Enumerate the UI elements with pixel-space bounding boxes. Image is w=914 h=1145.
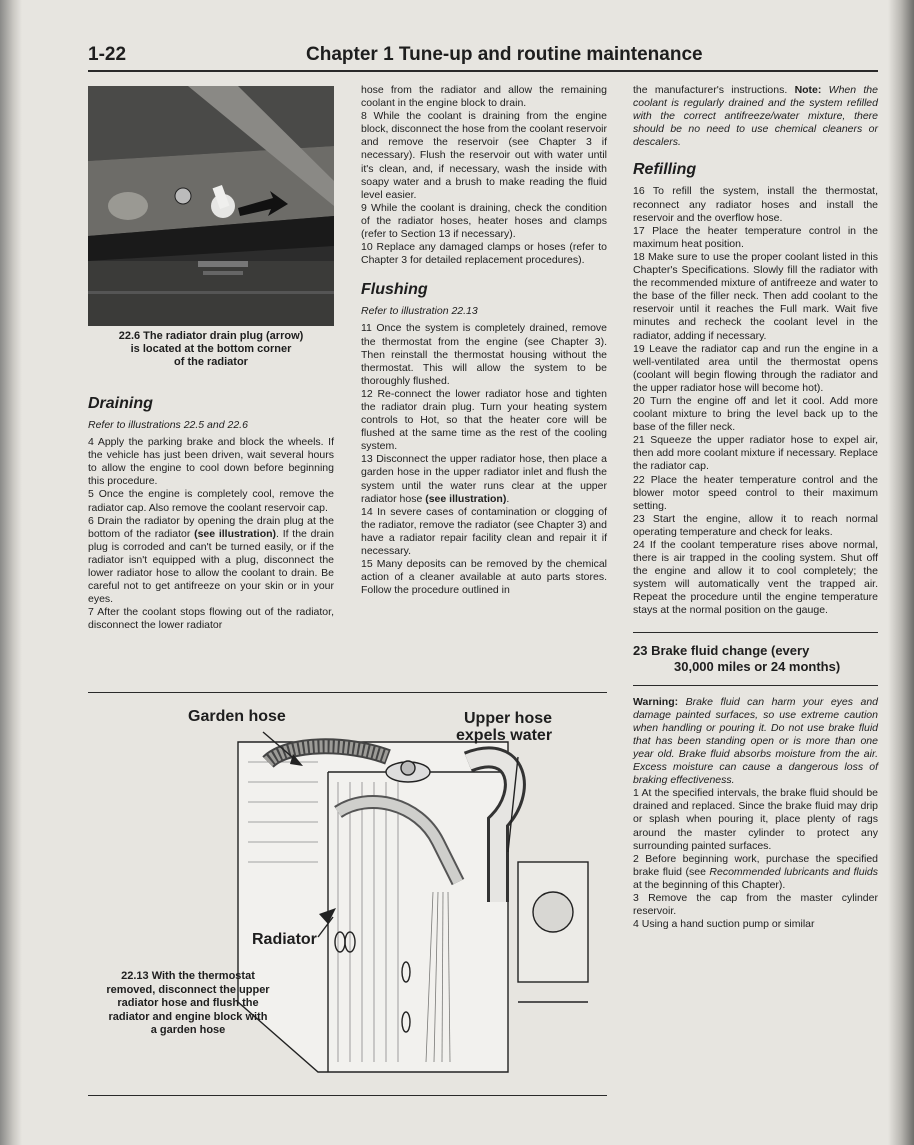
text-span: . If the drain plug is corroded and can't be turned easily, or if the radiator isn't equipped with a plug, disconnect the lower radiator hose to allow the coolant to drain. Be careful not to get antifreeze on your skin or in your eyes.	[88, 527, 334, 606]
label-upper-hose: Upper hose	[464, 710, 553, 727]
header-rule	[88, 70, 878, 72]
note-label: Note:	[794, 84, 822, 96]
chapter-title: Chapter 1 Tune-up and routine maintenance	[306, 44, 703, 65]
step-paragraph: 4 Using a hand suction pump or similar	[633, 918, 815, 931]
text-span: 13 Disconnect the upper radiator hose, then place a garden hose in the upper radiator inlet and flush the system until the water runs clear at the upper radiator hose	[361, 453, 607, 505]
caption-line: 22.13 With the thermostat	[121, 970, 255, 982]
book-spine-shadow	[0, 0, 22, 1145]
step-paragraph	[88, 515, 334, 607]
page-edge-shadow	[888, 0, 914, 1145]
step-paragraph: 16 To refill the system, install the thermostat, reconnect any radiator hoses and install the reservoir and the overflow hose.	[633, 185, 878, 224]
figure-rule-top	[88, 692, 607, 693]
figure-caption-22-6	[88, 330, 334, 369]
illustration-link: (see illustration)	[194, 527, 277, 540]
step-paragraph	[633, 853, 878, 892]
step-paragraph: 23 Start the engine, allow it to reach normal operating temperature and check for leaks.	[633, 512, 878, 538]
page-number: 1-22	[88, 44, 127, 65]
caption-line: of the radiator	[174, 356, 248, 368]
caption-line: radiator and engine block with	[108, 1010, 268, 1023]
step-paragraph: 21 Squeeze the upper radiator hose to expel air, then add more coolant mixture if necessary. Replace the radiator cap.	[633, 434, 878, 473]
continued-paragraph	[633, 84, 878, 149]
caption-line: radiator hose and flush the	[117, 997, 259, 1009]
section-heading-brake-fluid	[633, 643, 878, 675]
illustration-reference: Refer to illustrations 22.5 and 22.6	[88, 419, 248, 431]
step-paragraph: 10 Replace any damaged clamps or hoses (refer to Chapter 3 for detailed replacement procedures).	[361, 241, 607, 267]
text-span: the manufacturer's instructions.	[633, 84, 795, 96]
warning-text: Brake fluid can harm your eyes and damage painted surfaces, so use extreme caution when handling or pouring it. Do not use brake fluid that has been standing open or is more than one year old. Brake fluid absorbs moisture from the air. Excess moisture can cause a dangerous loss of braking effectiveness.	[633, 695, 878, 787]
step-paragraph: 17 Place the heater temperature control in the maximum heat position.	[633, 224, 878, 250]
step-paragraph: 3 Remove the cap from the master cylinder reservoir.	[633, 891, 878, 918]
text-span: at the beginning of this Chapter).	[633, 878, 786, 891]
text-span: .	[506, 492, 510, 505]
text-span: 2 Before beginning work, purchase the specified brake fluid (see	[633, 852, 878, 878]
warning-label: Warning:	[633, 695, 679, 708]
step-paragraph: 15 Many deposits can be removed by the chemical action of a cleaner available at auto parts stores. Follow the procedure outlined in	[361, 558, 607, 597]
step-paragraph: 12 Re-connect the lower radiator hose and tighten the radiator drain plug. Turn your heating system controls to Hot, so that the heater core will be flushed at the same time as the rest of the cooling system.	[361, 387, 607, 453]
step-paragraph: 8 While the coolant is draining from the engine block, disconnect the hose from the coolant reservoir and remove the reservoir (see Chapter 3 if necessary). Flush the reservoir out with water until it's clean, and, if necessary, wash the inside with soapy water and a brush to make reading the fluid level easier.	[361, 110, 607, 201]
text-span: 6 Drain the radiator by opening the drain plug at the bottom of the radiator	[88, 514, 334, 540]
section-heading-line: 23 Brake fluid change (every	[633, 642, 810, 658]
caption-line: 22.6 The radiator drain plug (arrow)	[118, 330, 304, 342]
warning-paragraph	[633, 696, 878, 788]
illustration-link: (see illustration)	[425, 492, 507, 505]
step-paragraph: 11 Once the system is completely drained, remove the thermostat from the engine (see Chapter 3). Then reinstall the thermostat housing without the thermostat. This will allow the system to be thoroughly flushed.	[361, 322, 607, 387]
section-heading-line: 30,000 miles or 24 months)	[674, 658, 841, 674]
caption-line: is located at the bottom corner	[130, 343, 292, 355]
step-paragraph: 20 Turn the engine off and let it cool. Add more coolant mixture to bring the level back up to the base of the filler neck.	[633, 394, 878, 434]
caption-line: removed, disconnect the upper	[106, 983, 270, 996]
step-paragraph: 5 Once the engine is completely cool, remove the radiator cap. Also remove the coolant reservoir cap.	[88, 488, 334, 514]
label-upper-hose-expels: expels water	[456, 727, 553, 744]
step-paragraph: 24 If the coolant temperature rises above normal, there is air trapped in the cooling system. Shut off the engine and allow it to cool completely; the system will automatically vent the trapped air. Repeat the procedure until the engine temperature stays at the normal position on the gauge.	[633, 539, 878, 617]
step-paragraph: 22 Place the heater temperature control and the blower motor speed control to their maximum setting.	[633, 473, 878, 512]
section-heading-draining: Draining	[88, 395, 153, 412]
step-paragraph: 18 Make sure to use the proper coolant listed in this Chapter's Specifications. Slowly fill the radiator with the recommended mixture of antifreeze and water to the base of the filler neck. Then add coolant to the reservoir until it reaches the Full mark. Wait five minutes and recheck the coolant level in the radiator, adding if necessary.	[633, 250, 878, 342]
step-paragraph: 19 Leave the radiator cap and run the engine in a well-ventilated area until the thermostat opens (coolant will begin flowing through the radiator and the upper radiator hose will become hot).	[633, 342, 878, 394]
note-text: When the coolant is regularly drained and the system refilled with the correct antifreeze/water mixture, there should be no need to use chemical cleaners or descalers.	[633, 84, 878, 149]
reference-title: Recommended lubricants and fluids	[709, 865, 878, 878]
step-paragraph: 1 At the specified intervals, the brake fluid should be drained and replaced. Since the brake fluid may drip or splash when pouring it, place plenty of rags around the master cylinder to protect any surrounding painted surfaces.	[633, 787, 878, 852]
label-radiator: Radiator	[252, 931, 317, 948]
figure-caption-22-13	[88, 970, 288, 1038]
section-rule-bottom	[633, 685, 878, 686]
section-heading-flushing: Flushing	[361, 281, 428, 299]
step-paragraph: 4 Apply the parking brake and block the wheels. If the vehicle has just been driven, wait several hours to allow the engine to cool down before beginning this procedure.	[88, 436, 334, 488]
caption-line: a garden hose	[150, 1024, 226, 1036]
section-rule-top	[633, 632, 878, 633]
column-draining	[88, 395, 334, 633]
continued-paragraph: hose from the radiator and allow the remaining coolant in the engine block to drain.	[361, 84, 607, 110]
step-paragraph: 9 While the coolant is draining, check the condition of the radiator hoses, heater hoses and clamps (refer to Section 13 if necessary).	[361, 201, 607, 241]
illustration-reference: Refer to illustration 22.13	[361, 305, 478, 318]
column-refilling	[633, 84, 878, 931]
step-paragraph	[361, 453, 607, 505]
label-garden-hose: Garden hose	[188, 708, 286, 725]
radiator-drain-plug-photo	[88, 86, 334, 326]
column-flushing	[361, 84, 607, 597]
step-paragraph: 7 After the coolant stops flowing out of the radiator, disconnect the lower radiator	[88, 606, 334, 632]
page-header	[88, 44, 878, 68]
section-heading-refilling: Refilling	[633, 161, 697, 179]
figure-rule-bottom	[88, 1095, 607, 1096]
step-paragraph: 14 In severe cases of contamination or clogging of the radiator, remove the radiator (see Chapter 3) and have a radiator repair facility clean and repair it if necessary.	[361, 505, 607, 557]
